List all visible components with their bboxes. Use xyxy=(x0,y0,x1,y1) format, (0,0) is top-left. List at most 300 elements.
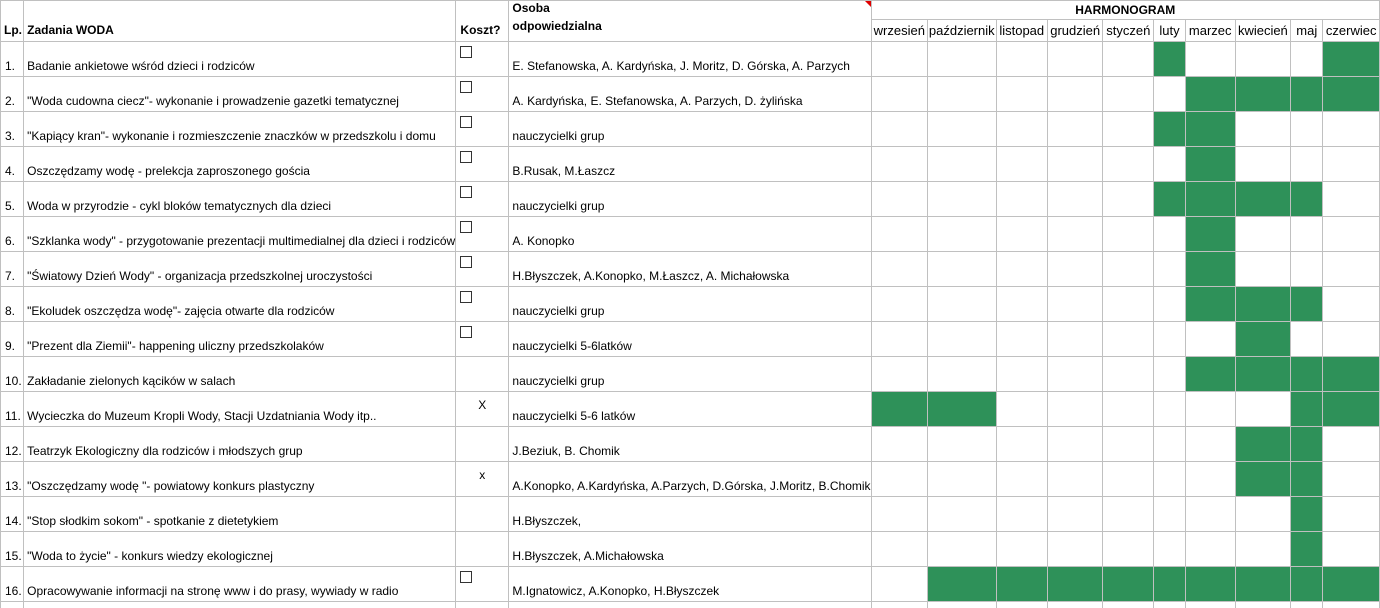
schedule-cell[interactable] xyxy=(1323,427,1380,462)
schedule-cell[interactable] xyxy=(1323,322,1380,357)
row-number-cell[interactable]: 3. xyxy=(1,112,24,147)
schedule-cell[interactable] xyxy=(871,77,927,112)
row-number-cell[interactable]: 1. xyxy=(1,42,24,77)
month-header[interactable]: kwiecień xyxy=(1235,20,1290,42)
row-number-cell[interactable]: 12. xyxy=(1,427,24,462)
task-cell[interactable] xyxy=(24,182,456,217)
schedule-cell-active[interactable] xyxy=(1154,42,1186,77)
header-person xyxy=(509,1,871,42)
schedule-cell-active[interactable] xyxy=(1185,287,1235,322)
schedule-cell-active[interactable] xyxy=(1323,77,1380,112)
schedule-cell-active[interactable] xyxy=(1323,357,1380,392)
task-cell[interactable] xyxy=(24,392,456,427)
schedule-cell[interactable] xyxy=(928,42,997,77)
empty-cell[interactable] xyxy=(996,602,1047,608)
empty-cell[interactable] xyxy=(1154,602,1186,608)
schedule-cell[interactable] xyxy=(1291,42,1323,77)
schedule-cell[interactable] xyxy=(996,77,1047,112)
schedule-cell[interactable] xyxy=(1103,112,1154,147)
person-cell[interactable] xyxy=(509,182,871,217)
schedule-cell[interactable] xyxy=(928,112,997,147)
cost-cell[interactable] xyxy=(456,357,509,392)
month-header[interactable]: marzec xyxy=(1185,20,1235,42)
schedule-cell[interactable] xyxy=(1047,77,1103,112)
schedule-cell[interactable] xyxy=(1103,77,1154,112)
row-number-cell[interactable]: 9. xyxy=(1,322,24,357)
schedule-cell[interactable] xyxy=(1323,462,1380,497)
schedule-cell[interactable] xyxy=(871,147,927,182)
cost-cell[interactable] xyxy=(456,392,509,427)
schedule-cell[interactable] xyxy=(871,252,927,287)
schedule-cell[interactable] xyxy=(1323,252,1380,287)
cost-cell[interactable] xyxy=(456,497,509,532)
schedule-cell[interactable] xyxy=(871,357,927,392)
schedule-cell-active[interactable] xyxy=(1291,462,1323,497)
cost-cell[interactable] xyxy=(456,182,509,217)
cost-cell[interactable] xyxy=(456,147,509,182)
schedule-cell[interactable] xyxy=(1047,287,1103,322)
cost-cell[interactable] xyxy=(456,427,509,462)
table-row xyxy=(1,567,1380,602)
cost-cell[interactable] xyxy=(456,322,509,357)
schedule-cell[interactable] xyxy=(1103,252,1154,287)
schedule-cell-active[interactable] xyxy=(1235,77,1290,112)
cost-cell[interactable] xyxy=(456,287,509,322)
schedule-cell-active[interactable] xyxy=(1185,217,1235,252)
cost-cell[interactable] xyxy=(456,462,509,497)
table-row xyxy=(1,357,1380,392)
task-cell[interactable] xyxy=(24,532,456,567)
schedule-cell[interactable] xyxy=(871,217,927,252)
table-row xyxy=(1,392,1380,427)
schedule-cell[interactable] xyxy=(1235,392,1290,427)
schedule-cell[interactable] xyxy=(1185,427,1235,462)
schedule-cell[interactable] xyxy=(928,77,997,112)
schedule-cell[interactable] xyxy=(1154,217,1186,252)
schedule-cell[interactable] xyxy=(996,217,1047,252)
schedule-cell[interactable] xyxy=(928,322,997,357)
table-row xyxy=(1,42,1380,77)
schedule-cell[interactable] xyxy=(1154,322,1186,357)
schedule-cell[interactable] xyxy=(1235,112,1290,147)
schedule-cell[interactable] xyxy=(1185,532,1235,567)
month-header[interactable]: listopad xyxy=(996,20,1047,42)
month-header[interactable]: październik xyxy=(928,20,997,42)
schedule-cell-active[interactable] xyxy=(928,392,997,427)
cost-checkbox[interactable] xyxy=(460,116,472,128)
schedule-cell[interactable] xyxy=(996,42,1047,77)
schedule-cell[interactable] xyxy=(928,497,997,532)
empty-cell[interactable] xyxy=(1047,602,1103,608)
person-cell[interactable] xyxy=(509,42,871,77)
schedule-cell[interactable] xyxy=(1291,112,1323,147)
schedule-cell[interactable] xyxy=(996,392,1047,427)
schedule-cell[interactable] xyxy=(1047,532,1103,567)
schedule-cell[interactable] xyxy=(1185,497,1235,532)
schedule-cell[interactable] xyxy=(1235,217,1290,252)
month-header[interactable]: maj xyxy=(1291,20,1323,42)
empty-row xyxy=(1,602,1380,608)
table-row xyxy=(1,532,1380,567)
cost-checkbox[interactable] xyxy=(460,186,472,198)
schedule-cell[interactable] xyxy=(1291,217,1323,252)
row-number-cell[interactable]: 10. xyxy=(1,357,24,392)
person-text: nauczycielki grup xyxy=(512,199,604,213)
schedule-cell[interactable] xyxy=(996,427,1047,462)
month-header[interactable]: luty xyxy=(1154,20,1186,42)
month-header[interactable]: wrzesień xyxy=(871,20,927,42)
schedule-cell[interactable] xyxy=(1103,392,1154,427)
schedule-cell[interactable] xyxy=(928,357,997,392)
schedule-cell[interactable] xyxy=(871,112,927,147)
schedule-cell[interactable] xyxy=(1103,217,1154,252)
schedule-cell-active[interactable] xyxy=(1235,427,1290,462)
person-cell[interactable] xyxy=(509,112,871,147)
schedule-cell-active[interactable] xyxy=(1235,567,1290,602)
person-cell[interactable] xyxy=(509,497,871,532)
month-header[interactable]: styczeń xyxy=(1103,20,1154,42)
schedule-cell[interactable] xyxy=(1103,357,1154,392)
schedule-cell[interactable] xyxy=(871,567,927,602)
cost-mark: x xyxy=(456,468,508,482)
schedule-cell-active[interactable] xyxy=(1291,287,1323,322)
schedule-cell[interactable] xyxy=(1323,532,1380,567)
task-cell[interactable] xyxy=(24,287,456,322)
month-header[interactable]: grudzień xyxy=(1047,20,1103,42)
schedule-cell[interactable] xyxy=(1154,252,1186,287)
cost-checkbox[interactable] xyxy=(460,571,472,583)
schedule-cell[interactable] xyxy=(1047,322,1103,357)
schedule-cell[interactable] xyxy=(996,357,1047,392)
row-number-cell[interactable]: 15. xyxy=(1,532,24,567)
schedule-cell-active[interactable] xyxy=(996,567,1047,602)
header-task: Zadania WODA xyxy=(24,1,456,42)
person-cell[interactable] xyxy=(509,567,871,602)
task-text: "Ekoludek oszczędza wodę"- zajęcia otwarte dla rodziców xyxy=(27,304,334,318)
task-text: "Światowy Dzień Wody" - organizacja przedszkolnej uroczystości xyxy=(27,269,372,283)
task-text: "Oszczędzamy wodę "- powiatowy konkurs plastyczny xyxy=(27,479,314,493)
schedule-cell[interactable] xyxy=(1103,497,1154,532)
schedule-cell[interactable] xyxy=(1103,147,1154,182)
schedule-cell[interactable] xyxy=(996,462,1047,497)
table-row xyxy=(1,147,1380,182)
schedule-cell[interactable] xyxy=(1323,112,1380,147)
schedule-cell-active[interactable] xyxy=(1185,77,1235,112)
schedule-cell[interactable] xyxy=(1154,532,1186,567)
schedule-cell[interactable] xyxy=(1235,42,1290,77)
schedule-cell[interactable] xyxy=(1154,287,1186,322)
schedule-cell[interactable] xyxy=(1103,287,1154,322)
cost-checkbox[interactable] xyxy=(460,81,472,93)
schedule-cell-active[interactable] xyxy=(1185,182,1235,217)
row-number-cell[interactable]: 13. xyxy=(1,462,24,497)
schedule-cell[interactable] xyxy=(928,217,997,252)
cost-checkbox[interactable] xyxy=(460,46,472,58)
schedule-cell[interactable] xyxy=(1047,357,1103,392)
schedule-cell-active[interactable] xyxy=(1323,392,1380,427)
schedule-cell[interactable] xyxy=(1235,147,1290,182)
task-cell[interactable] xyxy=(24,217,456,252)
cost-cell[interactable] xyxy=(456,532,509,567)
person-cell[interactable] xyxy=(509,217,871,252)
schedule-cell[interactable] xyxy=(1154,392,1186,427)
schedule-cell[interactable] xyxy=(1323,147,1380,182)
cost-cell[interactable] xyxy=(456,112,509,147)
schedule-cell-active[interactable] xyxy=(1291,182,1323,217)
schedule-cell-active[interactable] xyxy=(1291,427,1323,462)
schedule-cell[interactable] xyxy=(1047,147,1103,182)
person-cell[interactable] xyxy=(509,322,871,357)
task-cell[interactable] xyxy=(24,462,456,497)
row-number-cell[interactable]: 6. xyxy=(1,217,24,252)
cost-cell[interactable] xyxy=(456,252,509,287)
schedule-cell[interactable] xyxy=(996,287,1047,322)
person-cell[interactable] xyxy=(509,462,871,497)
person-cell[interactable] xyxy=(509,147,871,182)
schedule-cell[interactable] xyxy=(996,497,1047,532)
task-cell[interactable] xyxy=(24,322,456,357)
schedule-cell-active[interactable] xyxy=(1154,567,1186,602)
schedule-cell[interactable] xyxy=(1103,182,1154,217)
schedule-cell[interactable] xyxy=(1291,322,1323,357)
schedule-cell-active[interactable] xyxy=(1154,112,1186,147)
schedule-cell[interactable] xyxy=(871,287,927,322)
person-text: M.Ignatowicz, A.Konopko, H.Błyszczek xyxy=(512,584,719,598)
cost-checkbox[interactable] xyxy=(460,326,472,338)
person-text: nauczycielki grup xyxy=(512,129,604,143)
task-text: Oszczędzamy wodę - prelekcja zaproszonego gościa xyxy=(27,164,310,178)
person-text: A. Kardyńska, E. Stefanowska, A. Parzych, D. żylińska xyxy=(512,94,802,108)
row-number-cell[interactable]: 14. xyxy=(1,497,24,532)
schedule-cell[interactable] xyxy=(1323,497,1380,532)
empty-cell[interactable] xyxy=(1291,602,1323,608)
schedule-cell[interactable] xyxy=(1047,497,1103,532)
schedule-cell[interactable] xyxy=(1185,42,1235,77)
schedule-cell-active[interactable] xyxy=(1185,567,1235,602)
task-text: Badanie ankietowe wśród dzieci i rodziców xyxy=(27,59,254,73)
schedule-cell[interactable] xyxy=(1154,147,1186,182)
schedule-cell[interactable] xyxy=(1323,287,1380,322)
row-number-cell[interactable]: 8. xyxy=(1,287,24,322)
empty-cell[interactable] xyxy=(871,602,927,608)
comment-indicator[interactable] xyxy=(865,1,871,7)
schedule-cell[interactable] xyxy=(1103,532,1154,567)
cost-mark: X xyxy=(456,398,508,412)
person-text: H.Błyszczek, xyxy=(512,514,581,528)
schedule-cell[interactable] xyxy=(1103,427,1154,462)
person-cell[interactable] xyxy=(509,532,871,567)
task-cell[interactable] xyxy=(24,77,456,112)
cost-cell[interactable] xyxy=(456,77,509,112)
schedule-cell[interactable] xyxy=(996,322,1047,357)
person-cell[interactable] xyxy=(509,77,871,112)
schedule-cell-active[interactable] xyxy=(1235,462,1290,497)
empty-cell[interactable] xyxy=(1103,602,1154,608)
schedule-cell[interactable] xyxy=(1323,217,1380,252)
empty-cell[interactable] xyxy=(1185,602,1235,608)
person-cell[interactable] xyxy=(509,287,871,322)
person-cell[interactable] xyxy=(509,427,871,462)
header-lp: Lp. xyxy=(1,1,24,42)
schedule-cell[interactable] xyxy=(1047,392,1103,427)
schedule-cell[interactable] xyxy=(996,532,1047,567)
schedule-cell[interactable] xyxy=(1047,42,1103,77)
person-text: nauczycielki 5-6 latków xyxy=(512,409,635,423)
schedule-cell-active[interactable] xyxy=(1185,252,1235,287)
row-number-cell[interactable]: 5. xyxy=(1,182,24,217)
row-number-cell[interactable]: 7. xyxy=(1,252,24,287)
schedule-cell[interactable] xyxy=(1185,322,1235,357)
cost-cell[interactable] xyxy=(456,217,509,252)
table-row xyxy=(1,462,1380,497)
schedule-cell-active[interactable] xyxy=(928,567,997,602)
schedule-cell-active[interactable] xyxy=(1235,287,1290,322)
month-header[interactable]: czerwiec xyxy=(1323,20,1380,42)
schedule-cell-active[interactable] xyxy=(1235,357,1290,392)
cost-checkbox[interactable] xyxy=(460,256,472,268)
schedule-cell[interactable] xyxy=(1047,182,1103,217)
schedule-cell[interactable] xyxy=(1185,392,1235,427)
schedule-cell[interactable] xyxy=(1235,532,1290,567)
schedule-cell-active[interactable] xyxy=(1291,357,1323,392)
schedule-cell[interactable] xyxy=(1154,357,1186,392)
table-row xyxy=(1,322,1380,357)
schedule-cell[interactable] xyxy=(871,42,927,77)
task-text: "Prezent dla Ziemii"- happening uliczny przedszkolaków xyxy=(27,339,324,353)
schedule-cell[interactable] xyxy=(1235,497,1290,532)
schedule-cell-active[interactable] xyxy=(1185,357,1235,392)
schedule-cell[interactable] xyxy=(928,147,997,182)
schedule-cell[interactable] xyxy=(1103,322,1154,357)
schedule-cell-active[interactable] xyxy=(1291,77,1323,112)
task-text: Zakładanie zielonych kącików w salach xyxy=(27,374,235,388)
schedule-cell-active[interactable] xyxy=(1291,392,1323,427)
person-text: J.Beziuk, B. Chomik xyxy=(512,444,619,458)
schedule-cell-active[interactable] xyxy=(1323,42,1380,77)
schedule-cell[interactable] xyxy=(871,427,927,462)
schedule-cell[interactable] xyxy=(1047,217,1103,252)
task-cell[interactable] xyxy=(24,497,456,532)
cost-cell[interactable] xyxy=(456,567,509,602)
schedule-cell-active[interactable] xyxy=(1291,497,1323,532)
task-cell[interactable] xyxy=(24,567,456,602)
schedule-cell-active[interactable] xyxy=(1185,147,1235,182)
schedule-cell-active[interactable] xyxy=(1291,532,1323,567)
schedule-cell[interactable] xyxy=(928,462,997,497)
table-row xyxy=(1,252,1380,287)
table-row xyxy=(1,427,1380,462)
schedule-cell[interactable] xyxy=(871,462,927,497)
empty-cell[interactable] xyxy=(509,602,871,608)
schedule-cell[interactable] xyxy=(928,182,997,217)
task-cell[interactable] xyxy=(24,357,456,392)
empty-cell[interactable] xyxy=(928,602,997,608)
schedule-cell-active[interactable] xyxy=(1235,182,1290,217)
cost-checkbox[interactable] xyxy=(460,151,472,163)
schedule-cell[interactable] xyxy=(1291,252,1323,287)
empty-cell[interactable] xyxy=(456,602,509,608)
schedule-cell[interactable] xyxy=(1291,147,1323,182)
schedule-cell[interactable] xyxy=(1235,252,1290,287)
schedule-cell[interactable] xyxy=(996,252,1047,287)
header-person-line1: Osoba xyxy=(512,1,549,15)
person-text: H.Błyszczek, A.Michałowska xyxy=(512,549,663,563)
schedule-cell[interactable] xyxy=(871,182,927,217)
schedule-cell[interactable] xyxy=(871,322,927,357)
cost-checkbox[interactable] xyxy=(460,221,472,233)
schedule-cell-active[interactable] xyxy=(1047,567,1103,602)
task-text: "Woda cudowna ciecz"- wykonanie i prowadzenie gazetki tematycznej xyxy=(27,94,399,108)
schedule-cell-active[interactable] xyxy=(1103,567,1154,602)
schedule-cell-active[interactable] xyxy=(1291,567,1323,602)
empty-cell[interactable] xyxy=(1323,602,1380,608)
schedule-cell[interactable] xyxy=(1154,462,1186,497)
schedule-cell[interactable] xyxy=(928,427,997,462)
schedule-cell-active[interactable] xyxy=(871,392,927,427)
person-cell[interactable] xyxy=(509,392,871,427)
schedule-cell[interactable] xyxy=(1047,427,1103,462)
schedule-cell-active[interactable] xyxy=(1185,112,1235,147)
task-text: "Kapiący kran"- wykonanie i rozmieszczenie znaczków w przedszkolu i domu xyxy=(27,129,436,143)
schedule-cell[interactable] xyxy=(1154,497,1186,532)
schedule-cell[interactable] xyxy=(1185,462,1235,497)
schedule-cell[interactable] xyxy=(1103,462,1154,497)
person-text: A.Konopko, A.Kardyńska, A.Parzych, D.Górska, J.Moritz, B.Chomik xyxy=(512,479,870,493)
schedule-cell[interactable] xyxy=(996,112,1047,147)
schedule-cell[interactable] xyxy=(928,532,997,567)
table-row xyxy=(1,112,1380,147)
empty-cell[interactable] xyxy=(1235,602,1290,608)
person-text: E. Stefanowska, A. Kardyńska, J. Moritz, D. Górska, A. Parzych xyxy=(512,59,849,73)
schedule-cell[interactable] xyxy=(1047,112,1103,147)
schedule-cell[interactable] xyxy=(1154,77,1186,112)
empty-cell[interactable] xyxy=(24,602,456,608)
task-cell[interactable] xyxy=(24,252,456,287)
task-cell[interactable] xyxy=(24,42,456,77)
schedule-cell[interactable] xyxy=(1323,182,1380,217)
task-cell[interactable] xyxy=(24,147,456,182)
schedule-cell[interactable] xyxy=(1047,252,1103,287)
schedule-cell[interactable] xyxy=(928,252,997,287)
empty-cell[interactable] xyxy=(1,602,24,608)
cost-cell[interactable] xyxy=(456,42,509,77)
row-number-cell[interactable]: 11. xyxy=(1,392,24,427)
task-cell[interactable] xyxy=(24,112,456,147)
row-number-cell[interactable]: 16. xyxy=(1,567,24,602)
schedule-cell[interactable] xyxy=(871,497,927,532)
task-cell[interactable] xyxy=(24,427,456,462)
row-number-cell[interactable]: 2. xyxy=(1,77,24,112)
schedule-cell[interactable] xyxy=(996,182,1047,217)
task-text: Opracowywanie informacji na stronę www i do prasy, wywiady w radio xyxy=(27,584,398,598)
schedule-cell[interactable] xyxy=(871,532,927,567)
row-number-cell[interactable]: 4. xyxy=(1,147,24,182)
table-row xyxy=(1,217,1380,252)
person-text: H.Błyszczek, A.Konopko, M.Łaszcz, A. Michałowska xyxy=(512,269,789,283)
schedule-cell[interactable] xyxy=(928,287,997,322)
task-text: "Woda to życie" - konkurs wiedzy ekologicznej xyxy=(27,549,273,563)
schedule-cell-active[interactable] xyxy=(1154,182,1186,217)
schedule-cell-active[interactable] xyxy=(1235,322,1290,357)
schedule-cell-active[interactable] xyxy=(1323,567,1380,602)
schedule-cell[interactable] xyxy=(1047,462,1103,497)
person-cell[interactable] xyxy=(509,357,871,392)
cost-checkbox[interactable] xyxy=(460,291,472,303)
schedule-cell[interactable] xyxy=(996,147,1047,182)
person-cell[interactable] xyxy=(509,252,871,287)
schedule-cell[interactable] xyxy=(1154,427,1186,462)
schedule-cell[interactable] xyxy=(1103,42,1154,77)
